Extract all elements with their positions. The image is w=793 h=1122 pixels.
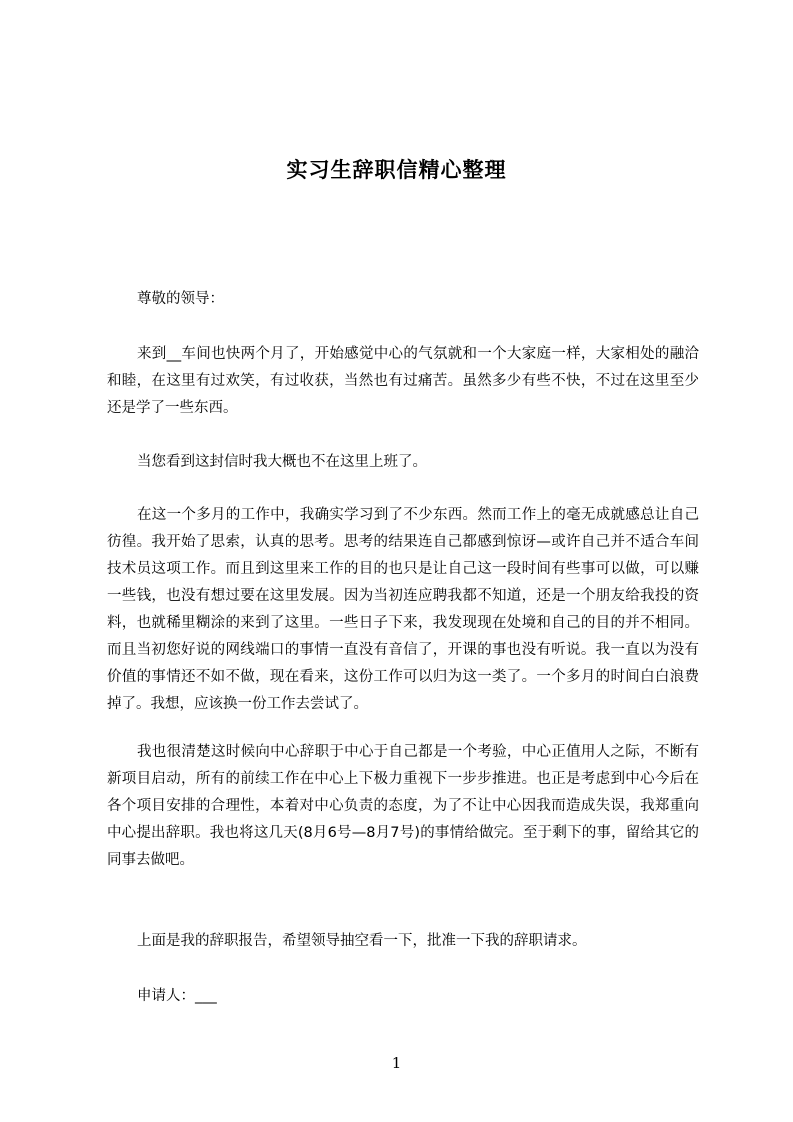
paragraph-request: 上面是我的辞职报告，希望领导抽空看一下，批准一下我的辞职请求。: [137, 933, 587, 949]
document-title: 实习生辞职信精心整理: [286, 158, 507, 183]
paragraph-intro: 来到__车间也快两个月了，开始感觉中心的气氛就和一个大家庭一样，大家相处的融洽和睦，在这里有过欢笑，有过收获，当然也有过痛苦。虽然多少有些不快，不过在这里至少还是学了一些东西。: [107, 346, 699, 416]
page-number: 1: [391, 1054, 402, 1072]
paragraph-reasons: 在这一个多月的工作中，我确实学习到了不少东西。然而工作上的毫无成就感总让自己彷徨。我开始了思索，认真的思考。思考的结果连自己都感到惊讶—或许自己并不适合车间技术员这项工作。而且到这里来工作的目的也只是让自己这一段时间有些事可以做，可以赚一些钱，也没有想过要在这里发展。因为当初连应聘我都不知道，还是一个朋友给我投的资料，也就稀里糊涂的来到了这里。一些日子下来，我发现现在处境和自己的目的并不相同。而且当初您好说的网线端口的事情一直没有音信了，开课的事也没有听说。我一直以为没有价值的事情还不如不做，现在看来，这份工作可以归为这一类了。一个多月的时间白白浪费掉了。我想，应该换一份工作去尝试了。: [107, 507, 699, 712]
paragraph-responsibility: 我也很清楚这时候向中心辞职于中心于自己都是一个考验，中心正值用人之际，不断有新项目启动，所有的前续工作在中心上下极力重视下一步步推进。也正是考虑到中心今后在各个项目安排的合理性，本着对中心负责的态度，为了不让中心因我而造成失误，我郑重向中心提出辞职。我也将这几天(8月6号—8月7号)的事情给做完。至于剩下的事，留给其它的同事去做吧。: [107, 744, 699, 868]
paragraph-notice: 当您看到这封信时我大概也不在这里上班了。: [137, 454, 427, 470]
signature-line: 申请人：___: [137, 988, 217, 1004]
greeting: 尊敬的领导：: [137, 291, 224, 307]
